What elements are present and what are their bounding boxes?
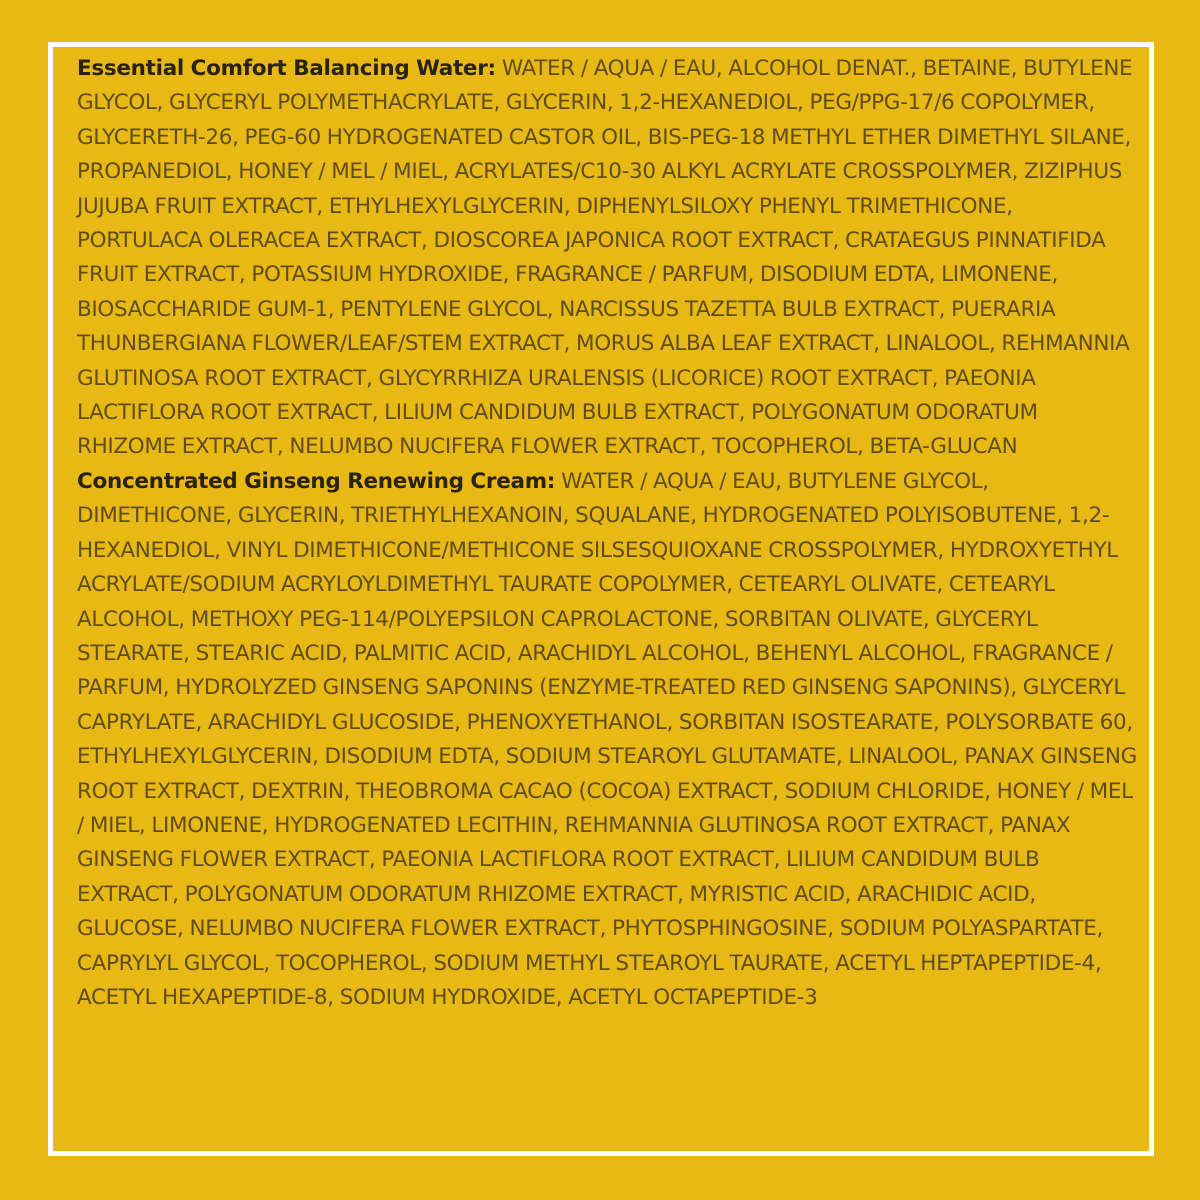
ingredient-paragraph-balancing-water	[77, 52, 1137, 465]
ingredient-paragraph-ginseng-cream	[77, 465, 1137, 1016]
product-name-ginseng-cream: Concentrated Ginseng Renewing Cream:	[77, 468, 556, 494]
product-name-balancing-water: Essential Comfort Balancing Water:	[77, 56, 496, 81]
ingredient-list-ginseng-cream: WATER / AQUA / EAU, BUTYLENE GLYCOL, DIMETHICONE, GLYCERIN, TRIETHYLHEXANOIN, SQUALANE, HYDROGENATED POLYISOBUTENE, 1,2-HEXANEDIOL, VINYL DIMETHICONE/METHICONE SILSESQUIOXANE CROSSPOLYMER, HYDROXYETHYL ACRYLATE/SODIUM ACRYLOYLDIMETHYL TAURATE COPOLYMER, CETEARYL OLIVATE, CETEARYL ALCOHOL, METHOXY PEG-114/POLYEPSILON CAPROLACTONE, SORBITAN OLIVATE, GLYCERYL STEARATE, STEARIC ACID, PALMITIC ACID, ARACHIDYL ALCOHOL, BEHENYL ALCOHOL, FRAGRANCE / PARFUM, HYDROLYZED GINSENG SAPONINS (ENZYME-TREATED RED GINSENG SAPONINS), GLYCERYL CAPRYLATE, ARACHIDYL GLUCOSIDE, PHENOXYETHANOL, SORBITAN ISOSTEARATE, POLYSORBATE 60, ETHYLHEXYLGLYCERIN, DISODIUM EDTA, SODIUM STEAROYL GLUTAMATE, LINALOOL, PANAX GINSENG ROOT EXTRACT, DEXTRIN, THEOBROMA CACAO (COCOA) EXTRACT, SODIUM CHLORIDE, HONEY / MEL / MIEL, LIMONENE, HYDROGENATED LECITHIN, REHMANNIA GLUTINOSA ROOT EXTRACT, PANAX GINSENG FLOWER EXTRACT, PAEONIA LACTIFLORA ROOT EXTRACT, LILIUM CANDIDUM BULB EXTRACT, POLYGONATUM ODORATUM RHIZOME EXTRACT, MYRISTIC ACID, ARACHIDIC ACID, GLUCOSE, NELUMBO NUCIFERA FLOWER EXTRACT, PHYTOSPHINGOSINE, SODIUM POLYASPARTATE, CAPRYLYL GLYCOL, TOCOPHEROL, SODIUM METHYL STEAROYL TAURATE, ACETYL HEPTAPEPTIDE-4, ACETYL HEXAPEPTIDE-8, SODIUM HYDROXIDE, ACETYL OCTAPEPTIDE-3	[77, 468, 1137, 1010]
ingredient-list-balancing-water: WATER / AQUA / EAU, ALCOHOL DENAT., BETAINE, BUTYLENE GLYCOL, GLYCERYL POLYMETHACRYLATE, GLYCERIN, 1,2-HEXANEDIOL, PEG/PPG-17/6 COPOLYMER, GLYCERETH-26, PEG-60 HYDROGENATED CASTOR OIL, BIS-PEG-18 METHYL ETHER DIMETHYL SILANE, PROPANEDIOL, HONEY / MEL / MIEL, ACRYLATES/C10-30 ALKYL ACRYLATE CROSSPOLYMER, ZIZIPHUS JUJUBA FRUIT EXTRACT, ETHYLHEXYLGLYCERIN, DIPHENYLSILOXY PHENYL TRIMETHICONE, PORTULACA OLERACEA EXTRACT, DIOSCOREA JAPONICA ROOT EXTRACT, CRATAEGUS PINNATIFIDA FRUIT EXTRACT, POTASSIUM HYDROXIDE, FRAGRANCE / PARFUM, DISODIUM EDTA, LIMONENE, BIOSACCHARIDE GUM-1, PENTYLENE GLYCOL, NARCISSUS TAZETTA BULB EXTRACT, PUERARIA THUNBERGIANA FLOWER/LEAF/STEM EXTRACT, MORUS ALBA LEAF EXTRACT, LINALOOL, REHMANNIA GLUTINOSA ROOT EXTRACT, GLYCYRRHIZA URALENSIS (LICORICE) ROOT EXTRACT, PAEONIA LACTIFLORA ROOT EXTRACT, LILIUM CANDIDUM BULB EXTRACT, POLYGONATUM ODORATUM RHIZOME EXTRACT, NELUMBO NUCIFERA FLOWER EXTRACT, TOCOPHEROL, BETA-GLUCAN	[77, 56, 1133, 460]
ingredients-panel	[77, 52, 1137, 1015]
